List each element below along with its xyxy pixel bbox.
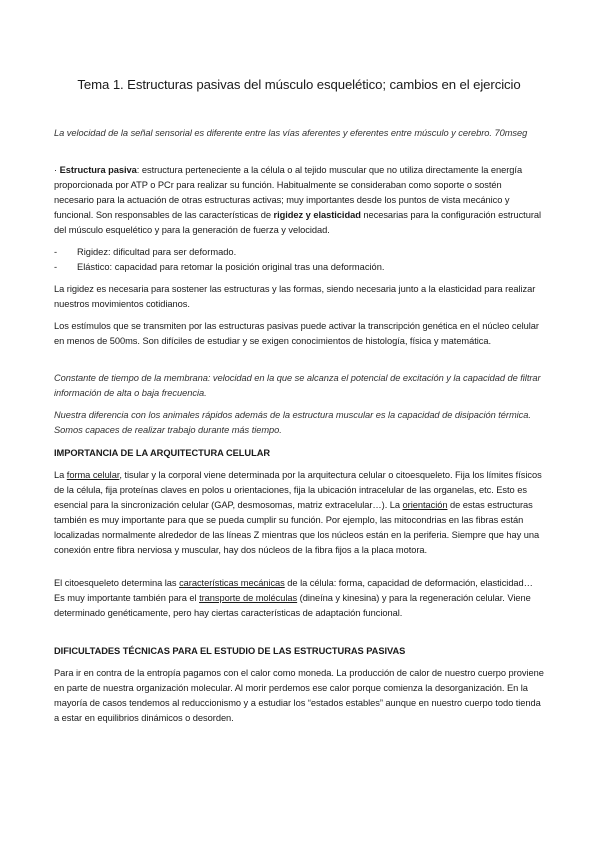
underlined-term-orientacion: orientación [402, 500, 448, 510]
paragraph-text: de la célula: forma, capacidad de deformación, elasticidad… Es muy importante también para el [54, 578, 533, 603]
term-rigidez-elasticidad: rigidez y elasticidad [273, 210, 361, 220]
paragraph-rigidez: La rigidez es necesaria para sostener las estructuras y las formas, siendo necesaria junto a la elasticidad para realizar nuestros movimientos cotidianos. [54, 284, 536, 309]
underlined-term-caracteristicas-mecanicas: características mecánicas [179, 578, 285, 588]
paragraph-estructura-pasiva [54, 163, 544, 238]
paragraph-disipacion-termica: Nuestra diferencia con los animales rápidos además de la estructura muscular es la capacidad de disipación térmica. Somos capaces de realizar trabajo durante más tiempo. [54, 410, 531, 435]
paragraph-text: El citoesqueleto determina las [54, 578, 180, 588]
intro-note: La velocidad de la señal sensorial es diferente entre las vías aferentes y eferentes entre músculo y cerebro. 70mseg [54, 128, 528, 138]
list-dash: - [54, 262, 58, 272]
underlined-term-transporte-moleculas: transporte de moléculas [199, 593, 298, 603]
bullet-dot: · [54, 165, 60, 175]
paragraph-constante-tiempo: Constante de tiempo de la membrana: velocidad en la que se alcanza el potencial de excitación y la capacidad de filtrar información de alta o baja frecuencia. [54, 373, 541, 398]
paragraph-citoesqueleto [54, 576, 544, 621]
paragraph-forma-celular [54, 468, 544, 558]
list-item-text: Elástico: capacidad para retomar la posición original tras una deformación. [77, 262, 385, 272]
underlined-term-forma-celular: forma celular [66, 470, 120, 480]
section-heading-arquitectura: IMPORTANCIA DE LA ARQUITECTURA CELULAR [54, 448, 271, 458]
paragraph-text: de estas estructuras también es muy importante para que se pueda cumplir su función. Por ejemplo, las mitocondrias en las fibras están localizadas normalmente alrededor de las líneas Z mientras que los núcleos están en la periferia. Siempre que hay una conexión entre fibra nerviosa y muscular, hay dos núcleos de la fibra fijos a la placa motora. [54, 500, 540, 555]
section-heading-dificultades: DIFICULTADES TÉCNICAS PARA EL ESTUDIO DE LAS ESTRUCTURAS PASIVAS [54, 646, 406, 656]
list-dash: - [54, 247, 58, 257]
paragraph-entropia: Para ir en contra de la entropía pagamos con el calor como moneda. La producción de calor de nuestro cuerpo proviene en parte de nuestra organización molecular. Al morir perdemos ese calor porque comienza la desorganización. En la mayoría de casos tendemos al reduccionismo y a estudiar los “estados estables” aunque en nuestro cuerpo todo tienda a estar en equilibrios dinámicos o desorden. [54, 668, 544, 723]
paragraph-text: necesarias para la configuración estructural del músculo esquelético y para la generación de fuerza y velocidad. [54, 210, 542, 235]
page-title: Tema 1. Estructuras pasivas del músculo esquelético; cambios en el ejercicio [77, 77, 521, 92]
paragraph-estimulos: Los estímulos que se transmiten por las estructuras pasivas puede activar la transcripción genética en el núcleo celular en menos de 500ms. Son difíciles de estudiar y se exigen conocimientos de histología, física y matemática. [54, 321, 539, 346]
paragraph-text: La [54, 470, 67, 480]
paragraph-text: , tisular y la corporal viene determinada por la arquitectura celular o citoesqueleto. Fija los límites físicos de la célula, fija proteínas claves en polos u orientaciones, fija la ubicación intracelular de las organelas, etc. Esto es esencial para la sincronización celular (GAP, desmosomas, matriz extracelular…). La [54, 470, 542, 510]
paragraph-text: : estructura perteneciente a la célula o al tejido muscular que no utiliza directamente la energía proporcionada por ATP o PCr para realizar su función. Habitualmente se consideraban como soporte o sostén necesario para la actuación de otras estructuras activas; muy importantes desde los puntos de vista mecánico y funcional. Son responsables de las características de [54, 165, 523, 220]
list-item-text: Rigidez: dificultad para ser deformado. [77, 247, 237, 257]
paragraph-text: (dineína y kinesina) y para la regeneración celular. Viene determinado genéticamente, pero hay ciertas características de adaptación funcional. [54, 593, 531, 618]
term-estructura-pasiva: Estructura pasiva [59, 165, 137, 175]
